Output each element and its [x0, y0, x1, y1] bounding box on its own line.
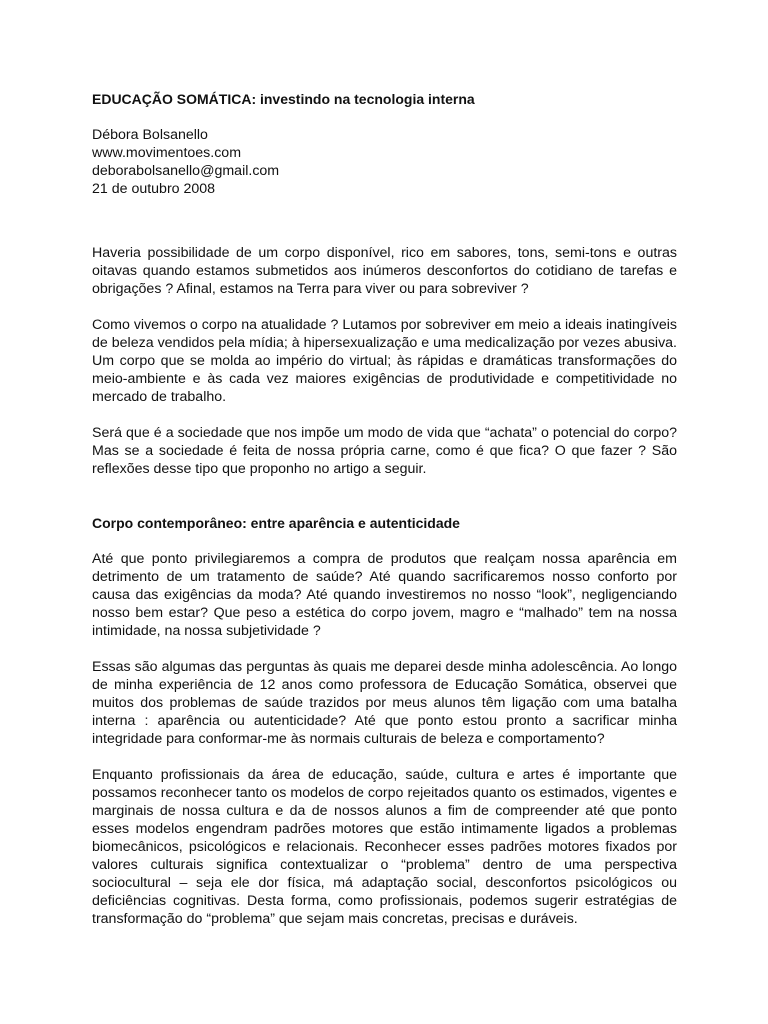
author-block	[92, 126, 677, 198]
section-paragraph-2: Essas são algumas das perguntas às quais me deparei desde minha adolescência. Ao longo de minha experiência de 12 anos como professora de Educação Somática, observei que muitos dos problemas de saúde trazidos por meus alunos têm ligação com uma batalha interna : aparência ou autenticidade? Até que ponto estou pronto a sacrificar minha integridade para conformar-me às normais culturais de beleza e comportamento?	[92, 659, 677, 747]
intro-paragraph-3: Será que é a sociedade que nos impõe um modo de vida que “achata” o potencial do corpo? Mas se a sociedade é feita de nossa própria carne, como é que fica? O que fazer ? São reflexões desse tipo que proponho no artigo a seguir.	[92, 425, 677, 477]
intro-paragraph-2: Como vivemos o corpo na atualidade ? Lutamos por sobreviver em meio a ideais inatingíveis de beleza vendidos pela mídia; à hipersexualização e uma medicalização por vezes abusiva. Um corpo que se molda ao império do virtual; às rápidas e dramáticas transformações do meio-ambiente e às cada vez maiores exigências de produtividade e competitividade no mercado de trabalho.	[92, 317, 677, 405]
intro-paragraph-1: Haveria possibilidade de um corpo disponível, rico em sabores, tons, semi-tons e outras oitavas quando estamos submetidos aos inúmeros desconfortos do cotidiano de tarefas e obrigações ? Afinal, estamos na Terra para viver ou para sobreviver ?	[92, 245, 677, 297]
author-name: Débora Bolsanello	[92, 127, 208, 143]
document-page	[92, 90, 677, 928]
author-email: deborabolsanello@gmail.com	[92, 163, 280, 179]
section-paragraph-3: Enquanto profissionais da área de educação, saúde, cultura e artes é importante que possamos reconhecer tanto os modelos de corpo rejeitados quanto os estimados, vigentes e marginais de nossa cultura e da de nossos alunos a fim de compreender até que ponto esses modelos engendram padrões motores que estão intimamente ligados a problemas biomecânicos, psicológicos e relacionais. Reconhecer esses padrões motores fixados por valores culturais significa contextualizar o “problema” dentro de uma perspectiva sociocultural – seja ele dor física, má adaptação social, desconfortos psicológicos ou deficiências cognitivas. Desta forma, como profissionais, podemos sugerir estratégias de transformação do “problema” que sejam mais concretas, precisas e duráveis.	[92, 767, 677, 927]
section-heading: Corpo contemporâneo: entre aparência e autenticidade	[92, 515, 460, 531]
author-website: www.movimentoes.com	[92, 145, 242, 161]
document-title: EDUCAÇÃO SOMÁTICA: investindo na tecnologia interna	[92, 91, 475, 107]
section-paragraph-1: Até que ponto privilegiaremos a compra de produtos que realçam nossa aparência em detrimento de um tratamento de saúde? Até quando sacrificaremos nosso conforto por causa das exigências da moda? Até quando investiremos no nosso “look”, negligenciando nosso bem estar? Que peso a estética do corpo jovem, magro e “malhado” tem na nossa intimidade, na nossa subjetividade ?	[92, 551, 677, 639]
document-date: 21 de outubro 2008	[92, 181, 216, 197]
